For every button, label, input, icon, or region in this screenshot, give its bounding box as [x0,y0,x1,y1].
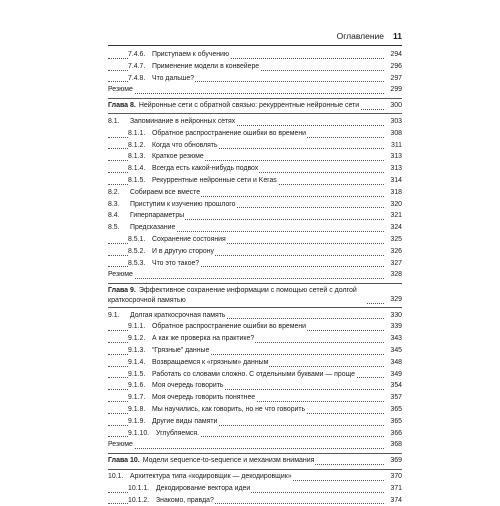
entry-title: Знакомо, правда? [156,496,214,504]
entry-page: 371 [389,483,403,495]
entry-number: 9.1.5. [128,370,146,378]
entry-title: “Грязные” данные [152,347,210,355]
entry-number: 9.1.7. [128,394,146,402]
entry-title: Резюме [108,441,133,449]
entry-page: 369 [388,455,402,467]
entry-title: Собираем все вместе [130,188,201,196]
entry-page: 354 [389,380,403,392]
entry-page: 303 [389,116,403,128]
toc-chapter-entry[interactable] [108,285,402,306]
entry-number: 8.5.1. [128,235,146,243]
entry-page: 327 [389,258,403,270]
entry-title: Предсказание [130,224,176,232]
entry-title: Моя очередь говорить понятнее [152,394,256,402]
entry-number: 8.5.3. [128,259,146,267]
entry-title: Применение модели в конвейере [152,62,260,70]
dot-leader [108,81,384,94]
entry-page: 299 [389,84,403,96]
chapter-number: Глава 8. [108,102,136,110]
entry-title: Краткое резюме [152,153,204,161]
dot-leader [108,436,384,449]
entry-title: Когда что обновлять [152,141,218,149]
entry-page: 296 [389,61,403,73]
entry-number: 9.1.6. [128,382,146,390]
entry-title: Резюме [108,271,133,279]
entry-title: Всегда есть какой-нибудь подвох [152,165,259,173]
entry-number: 8.5. [108,224,120,232]
entry-title: А как же проверка на практике? [152,335,255,343]
entry-page: 339 [389,321,403,333]
entry-page: 329 [388,294,402,306]
entry-title: Запоминание в нейронных сетях [130,117,236,125]
entry-title: Долгая краткосрочная память [130,311,226,319]
entry-page: 311 [389,140,402,152]
entry-page: 366 [389,428,403,440]
header-title: Оглавление [336,31,384,41]
entry-page: 348 [389,357,403,369]
entry-number: 9.1. [108,311,120,319]
entry-title: Эффективное сохранение информации с помощью сетей с долгой краткосрочной памятью [108,287,357,304]
entry-number: 9.1.1. [128,323,146,331]
entry-number: 8.1.2. [128,141,146,149]
entry-page: 326 [389,246,403,258]
entry-number: 8.3. [108,200,120,208]
toc-entry-summary[interactable] [108,269,402,281]
entry-number: 8.1. [108,117,120,125]
entry-number: 8.1.4. [128,165,146,173]
entry-title: Другие виды памяти [152,417,218,425]
entry-title: Моя очередь говорить [152,382,224,390]
toc-entry[interactable] [108,495,402,506]
entry-title: Углубляемся. [156,429,200,437]
entry-title: Резюме [108,86,133,94]
entry-number: 8.4. [108,212,120,220]
toc-chapter-entry[interactable] [108,455,402,467]
entry-page: 345 [389,345,403,357]
running-header [108,30,402,42]
entry-title: Мы научились, как говорить, но не что говорить [152,406,306,414]
entry-number: 9.1.10. [128,429,150,437]
entry-number: 7.4.8. [128,74,146,82]
entry-number: 9.1.8. [128,406,146,414]
entry-number: 8.5.2. [128,247,146,255]
entry-title: Гиперпараметры [130,212,185,220]
entry-number: 9.1.2. [128,335,146,343]
entry-page: 320 [389,199,403,211]
entry-title: Архитектура типа «кодировщик — декодировщик» [130,473,292,480]
entry-title: Что это такое? [152,259,200,267]
entry-title: Работать со словами сложно. С отдельными буквами — проще [152,370,355,378]
entry-title: Возвращаемся к «грязным» данным [152,358,269,366]
entry-page: 313 [389,151,403,163]
entry-title: Обратное распространение ошибки во времени [152,323,306,331]
entry-title: Рекуррентные нейронные сети и Keras [152,176,277,184]
entry-number: 10.1.1. [128,484,150,492]
entry-page: 357 [389,392,403,404]
entry-title: Приступим к изучению прошлого [130,200,236,208]
toc-chapter-entry[interactable] [108,100,402,112]
entry-page: 368 [389,439,403,451]
entry-title: Обратное распространение ошибки во времени [152,129,306,137]
entry-title: И в другую сторону [152,247,214,255]
entry-number: 9.1.4. [128,358,146,366]
entry-page: 365 [389,416,403,428]
entry-page: 313 [389,163,403,175]
chapter-number: Глава 10. [108,457,140,465]
chapter-rule [108,283,402,284]
entry-page: 370 [389,471,403,483]
entry-page: 330 [389,310,403,322]
entry-number: 10.1.2. [128,496,150,504]
entry-title: Модели sequence-to-sequence и механизм внимания [142,457,315,465]
entry-page: 318 [389,187,403,199]
entry-page: 300 [388,100,402,112]
header-page-number: 11 [393,31,402,41]
chapter-number: Глава 9. [108,287,136,295]
entry-page: 325 [389,234,403,246]
entry-page: 349 [389,369,403,381]
entry-page: 321 [389,210,403,222]
entry-number: 8.1.3. [128,153,146,161]
entry-number: 10.1. [108,473,124,480]
entry-title: Сохранение состояния [152,235,226,243]
entry-page: 297 [389,73,403,85]
entry-number: 7.4.6. [128,51,146,58]
entry-page: 308 [389,128,403,140]
entry-page: 314 [389,175,403,187]
entry-number: 8.1.5. [128,176,146,184]
entry-number: 8.2. [108,188,120,196]
toc-entry-summary[interactable] [108,439,402,451]
entry-title: Декодирование вектора идеи [156,484,251,492]
entry-title: Приступаем к обучению [152,51,230,58]
entry-page: 374 [389,495,403,506]
dot-leader [108,266,384,279]
entry-title: Что дальше? [152,74,195,82]
entry-page: 294 [389,49,403,61]
entry-number: 9.1.3. [128,347,146,355]
entry-number: 8.1.1. [128,129,146,137]
entry-page: 343 [389,333,403,345]
entry-page: 365 [389,404,403,416]
entry-page: 328 [389,269,403,281]
entry-page: 324 [389,222,403,234]
entry-title: Нейронные сети с обратной связью: рекуррентные нейронные сети [138,102,360,110]
table-of-contents [108,49,402,506]
entry-number: 9.1.9. [128,417,146,425]
toc-entry-summary[interactable] [108,84,402,96]
entry-number: 7.4.7. [128,62,146,70]
